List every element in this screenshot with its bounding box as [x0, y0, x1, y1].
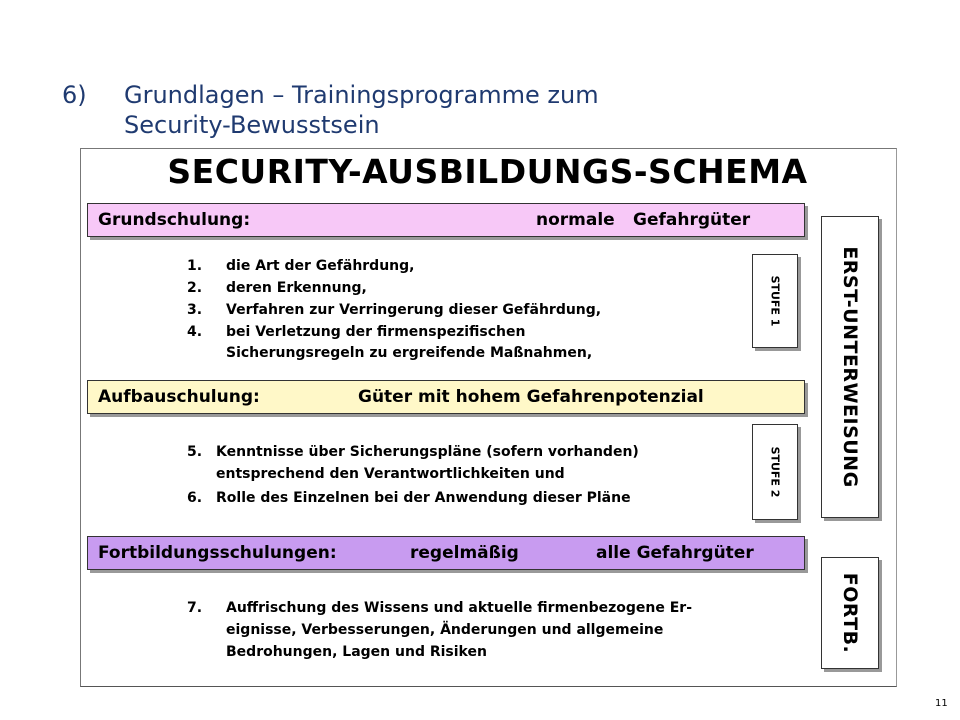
fortb-label: FORTB.	[839, 572, 861, 654]
erst-unterweisung-box	[821, 216, 879, 518]
band-label: Fortbildungsschulungen:	[98, 543, 337, 563]
band-col2: normale	[536, 210, 615, 230]
heading-line-2: Security-Bewusstsein	[124, 111, 380, 139]
list-item-continuation: eignisse, Verbesserungen, Änderungen und allgemeine	[226, 622, 664, 638]
page-number: 11	[935, 698, 948, 709]
band-label: Aufbauschulung:	[98, 387, 260, 407]
band-aufbauschulung	[87, 380, 805, 414]
band-col3: alle Gefahrgüter	[596, 543, 754, 563]
list-item-continuation: entsprechend den Verantwortlichkeiten und	[216, 466, 565, 482]
band-fortbildung	[87, 536, 805, 570]
list-item-continuation: Sicherungsregeln zu ergreifende Maßnahmen,	[226, 345, 593, 361]
band-col2: regelmäßig	[410, 543, 519, 563]
list-item-continuation: Bedrohungen, Lagen und Risiken	[226, 644, 487, 660]
stufe-1-box	[752, 254, 798, 348]
stufe-2-box	[752, 424, 798, 520]
erst-unterweisung-label: ERST-UNTERWEISUNG	[839, 246, 861, 488]
heading-line-1: Grundlagen – Trainingsprogramme zum	[124, 81, 599, 109]
stufe-2-label: STUFE 2	[768, 446, 782, 498]
band-col3: Gefahrgüter	[633, 210, 751, 230]
schema-title: SECURITY-AUSBILDUNGS-SCHEMA	[167, 152, 808, 191]
section-number: 6)	[62, 81, 87, 109]
band-label: Grundschulung:	[98, 210, 251, 230]
band-grundschulung	[87, 203, 805, 237]
stufe-1-label: STUFE 1	[768, 275, 782, 327]
band-col2: Güter mit hohem Gefahrenpotenzial	[358, 387, 704, 407]
fortb-box	[821, 557, 879, 669]
